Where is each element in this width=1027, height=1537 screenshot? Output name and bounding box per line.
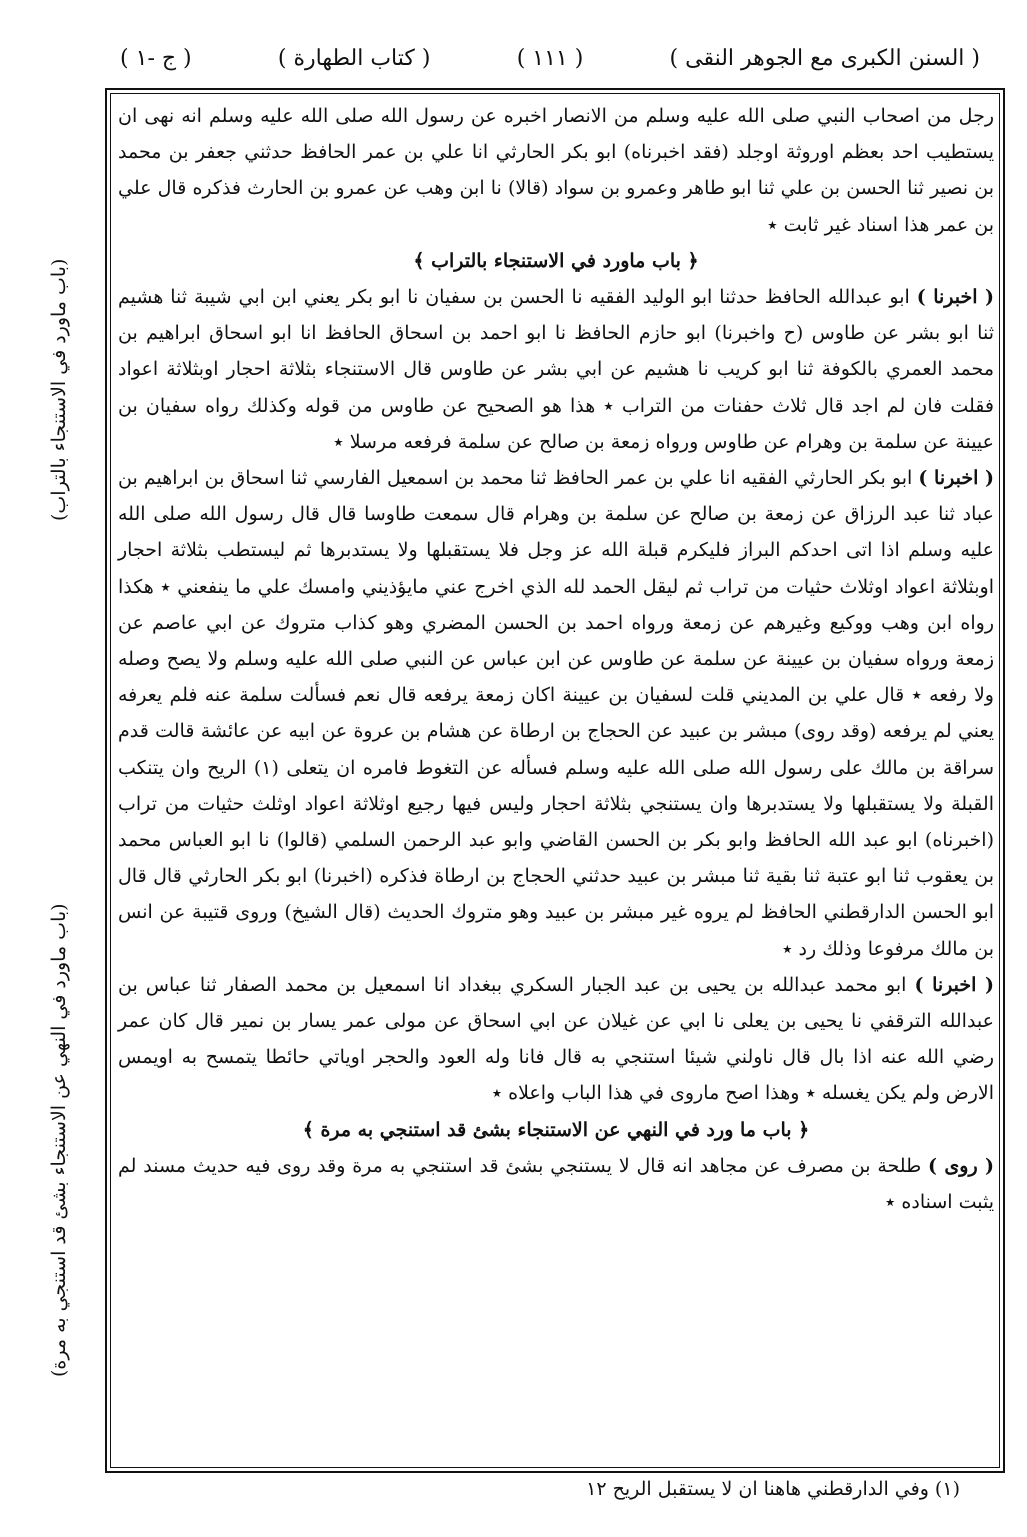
volume-number: ( ج -١ ) [120,45,192,71]
narration-marker: ( اخبرنا ) [918,467,994,490]
section-heading: ﴿ باب ما ورد في النهي عن الاستنجاء بشئ قد استنجي به مرة ﴾ [302,1118,810,1141]
margin-note: (باب ماورد في النهي عن الاستنجاء بشئ قد استنجي به مرة) [48,903,70,1377]
narration-marker: ( اخبرنا ) [916,286,994,309]
paragraph: ( اخبرنا ) ابو محمد عبدالله بن يحيى بن عبد الجبار السكري ببغداد انا اسمعيل بن محمد الصفار ثنا عباس بن عبدالله الترقفي نا يحيى بن يعلى نا ابي عن غيلان عن ابي اسحاق عن مولى عمر يسار بن نمير قال كان عمر رضي الله عنه اذا بال قال ناولني شيئا استنجي به قال فانا وله العود والحجر اوياتي حائطا يتمسح به اويمس الارض ولم يكن يغسله ٭ وهذا اصح ماروى في هذا الباب واعلاه ٭ [118,973,994,1105]
narration-marker: ( اخبرنا ) [914,973,994,996]
paragraph: ( اخبرنا ) ابو بكر الحارثي الفقيه انا علي بن عمر الحافظ ثنا محمد بن اسمعيل الفارسي ثنا اسحاق بن ابراهيم بن عباد ثنا عبد الرزاق عن زمعة بن صالح عن سلمة بن وهرام قال سمعت طاوسا قال قال رسول الله صلى الله عليه وسلم اذا اتى احدكم البراز فليكرم قبلة الله عز وجل فلا يستقبلها ولا يستدبرها ثم ليستطب بثلاثة احجار اوبثلاثة اعواد اوثلاث حثيات من تراب ثم ليقل الحمد لله الذي اخرج عني مايؤذيني وامسك علي ما ينفعني ٭ هكذا رواه ابن وهب ووكيع وغيرهم عن زمعة ورواه احمد بن الحسن المضري وهو كذاب متروك عن ابي عاصم عن زمعة ورواه سفيان بن عيينة عن سلمة عن طاوس عن ابن عباس عن النبي صلى الله عليه وسلم ولا يصح وصله ولا رفعه ٭ قال علي بن المديني قلت لسفيان بن عيينة اكان زمعة يرفعه قال نعم فسألت سلمة عنه فلم يعرفه يعني لم يرفعه (وقد روى) مبشر بن عبيد عن الحجاج بن ارطاة عن هشام بن عروة عن ابيه عن عائشة قالت قدم سراقة بن مالك على رسول الله صلى الله عليه وسلم فسأله عن التغوط فامره ان يتعلى (١) الريح وان يتنكب القبلة ولا يستقبلها ولا يستدبرها وان يستنجي بثلاثة احجار وليس فيها رجيع اوثلاثة اعواد اوثلث حثيات من تراب (اخبرناه) ابو عبد الله الحافظ وابو بكر بن الحسن القاضي وابو عبد الرحمن السلمي (قالوا) نا ابو العباس محمد بن يعقوب ثنا ابو عتبة ثنا بقية ثنا مبشر بن عبيد حدثني الحجاج بن ارطاة فذكره (اخبرنا) ابو بكر الحارثي قال قال ابو الحسن الدارقطني الحافظ لم يروه غير مبشر بن عبيد وهو متروك الحديث (قال الشيخ) وروى قتيبة عن انس بن مالك مرفوعا وذلك رد ٭ [118,467,994,960]
margin-note: (باب ماورد في الاستنجاء بالتراب) [48,258,70,522]
main-text [118,98,994,1220]
paragraph: ( اخبرنا ) ابو عبدالله الحافظ حدثنا ابو الوليد الفقيه نا الحسن بن سفيان نا ابو بكر يعني ابن ابي شيبة ثنا هشيم ثنا ابو بشر عن طاوس (ح واخبرنا) ابو حازم الحافظ نا ابو احمد بن اسحاق الحافظ انا ابو اسحاق ابراهيم بن محمد العمري بالكوفة ثنا ابو كريب نا هشيم عن ابي بشر عن طاوس قال الاستنجاء بثلاثة احجار اوبثلاثة اعواد فقلت فان لم اجد قال ثلاث حفنات من التراب ٭ هذا هو الصحيح عن طاوس من قوله وكذلك رواه سفيان بن عيينة عن سلمة بن وهرام عن طاوس ورواه زمعة بن صالح عن سلمة فرفعه مرسلا ٭ [118,286,994,453]
book-title: ( السنن الكبرى مع الجوهر النقى ) [669,45,980,71]
chapter-title: ( كتاب الطهارة ) [277,45,431,71]
paragraph: رجل من اصحاب النبي صلى الله عليه وسلم من الانصار اخبره عن رسول الله صلى الله عليه وسلم انه نهى ان يستطيب احد بعظم اوروثة اوجلد (فقد اخبرناه) ابو بكر الحارثي انا علي بن عمر الحافظ حدثني جعفر بن محمد بن نصير ثنا الحسن بن علي ثنا ابو طاهر وعمرو بن سواد (قالا) نا ابن وهب عن عمرو بن الحارث فذكره قال علي بن عمر هذا اسناد غير ثابت ٭ [118,105,994,236]
paragraph: ( روى ) طلحة بن مصرف عن مجاهد انه قال لا يستنجي بشئ قد استنجي به مرة وقد روى فيه حديث مسند لم يثبت اسناده ٭ [118,1154,994,1214]
footnote: (١) وفي الدارقطني هاهنا ان لا يستقبل الريح ١٢ [586,1478,960,1500]
page-number: ( ١١١ ) [516,45,584,71]
page-header [120,38,980,78]
section-heading: ﴿ باب ماورد في الاستنجاء بالتراب ﴾ [413,249,699,272]
narration-marker: ( روى ) [928,1154,994,1177]
